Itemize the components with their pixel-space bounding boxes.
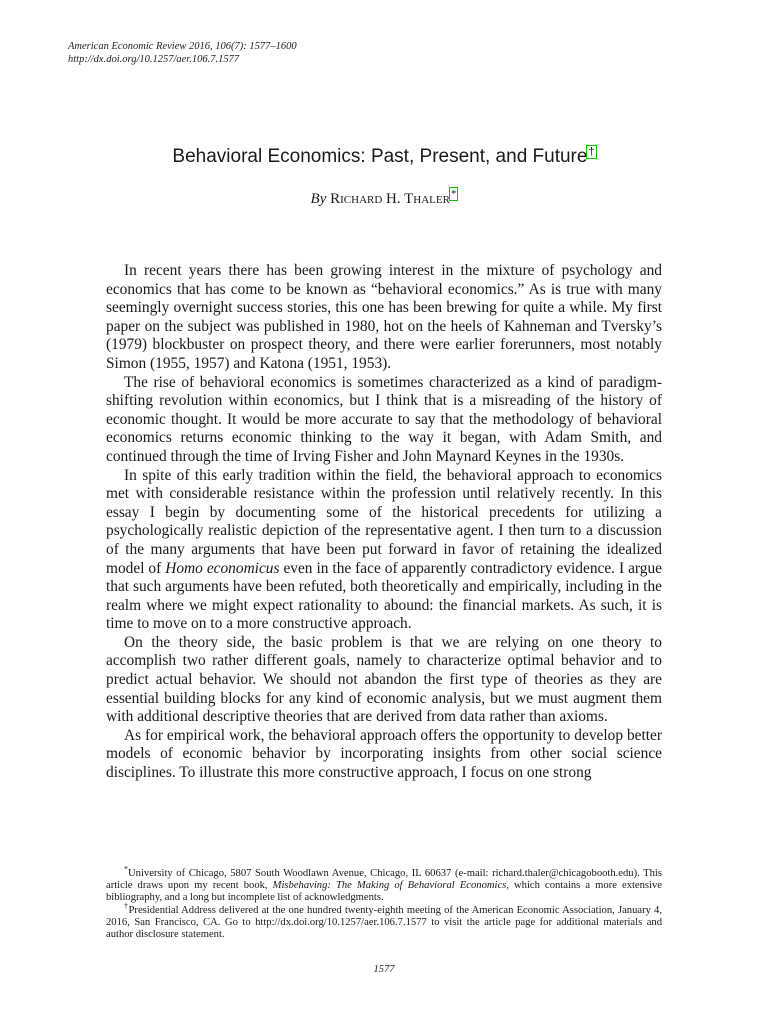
author-line <box>0 188 768 208</box>
footnote-affiliation-part-b: , which contains a more extensive bibliography, and a long but incomplete list of acknowledgments. <box>106 880 662 904</box>
footnote-affiliation <box>106 864 662 905</box>
footnote-affiliation-part-a: University of Chicago, 5807 South Woodlawn Avenue, Chicago, IL 60637 (e-mail: richard.thaler@chicagobooth.edu). This article draws upon my recent book, <box>106 868 662 892</box>
journal-header <box>68 40 297 66</box>
author-name: Richard H. Thaler <box>330 191 450 207</box>
paragraph-2: The rise of behavioral economics is sometimes characterized as a kind of paradigm-shifting revolution within economics, but I think that is a misreading of the history of economic thought. It would be more accurate to say that the methodology of behavioral economics returns economic thinking to the way it began, with Adam Smith, and continued through the time of Irving Fisher and John Maynard Keynes in the 1930s. <box>106 373 662 465</box>
article-title-text: Behavioral Economics: Past, Present, and Future <box>172 146 588 167</box>
article-body <box>106 262 662 783</box>
footnote-presidential-address-text: Presidential Address delivered at the one hundred twenty-eighth meeting of the American Economic Association, January 4, 2016, San Francisco, CA. Go to http://dx.doi.org/10.1257/aer.106.7.1577 to visit the article page for additional materials and author disclosure statement. <box>106 904 662 941</box>
footnote-presidential-address <box>106 901 662 942</box>
paragraph-3-part-a: In spite of this early tradition within the field, the behavioral approach to economics met with considerable resistance within the profession until relatively recently. In this essay I begin by documenting some of the historical precedents for utilizing a psychologically realistic depiction of the representative agent. I then turn to a discussion of the many arguments that have been put forward in favor of retaining the idealized model of <box>106 466 662 577</box>
title-footnote-link[interactable]: † <box>588 145 595 158</box>
paragraph-5: As for empirical work, the behavioral approach offers the opportunity to develop better models of economic behavior by incorporating insights from other social science disciplines. To illustrate this more constructive approach, I focus on one strong <box>106 726 662 782</box>
paragraph-1: In recent years there has been growing interest in the mixture of psychology and economics that has come to be known as “behavioral economics.” As is true with many seemingly overnight success stories, this one has been brewing for quite a while. My first paper on the subject was published in 1980, hot on the heels of Kahneman and Tversky’s (1979) blockbuster on prospect theory, and there were earlier forerunners, most notably Simon (1955, 1957) and Katona (1951, 1953). <box>106 262 662 372</box>
journal-citation: American Economic Review 2016, 106(7): 1577–1600 <box>68 41 297 52</box>
footnotes <box>106 864 662 941</box>
article-title <box>0 146 768 168</box>
paragraph-4: On the theory side, the basic problem is that we are relying on one theory to accomplish two rather different goals, namely to characterize optimal behavior and to predict actual behavior. We should not abandon the first type of theories as they are essential building blocks for any kind of economic analysis, but we must augment them with additional descriptive theories that are derived from data rather than axioms. <box>106 633 662 726</box>
doi-link[interactable]: http://dx.doi.org/10.1257/aer.106.7.1577 <box>68 54 240 65</box>
author-footnote-link[interactable]: * <box>450 188 457 200</box>
paragraph-3-part-b: even in the face of apparently contradictory evidence. I argue that such arguments have been refuted, both theoretically and empirically, including in the realm where we might expect rationality to abound: the financial markets. As such, it is time to move on to a more constructive approach. <box>106 559 662 633</box>
paragraph-3 <box>106 467 662 634</box>
homo-economicus-term: Homo economicus <box>165 559 280 577</box>
footnote-mark-dagger: † <box>124 901 129 911</box>
footnote-mark-asterisk: * <box>124 864 128 874</box>
by-label: By <box>310 191 327 207</box>
page-number: 1577 <box>373 964 395 975</box>
book-title: Misbehaving: The Making of Behavioral Economics <box>272 880 507 892</box>
